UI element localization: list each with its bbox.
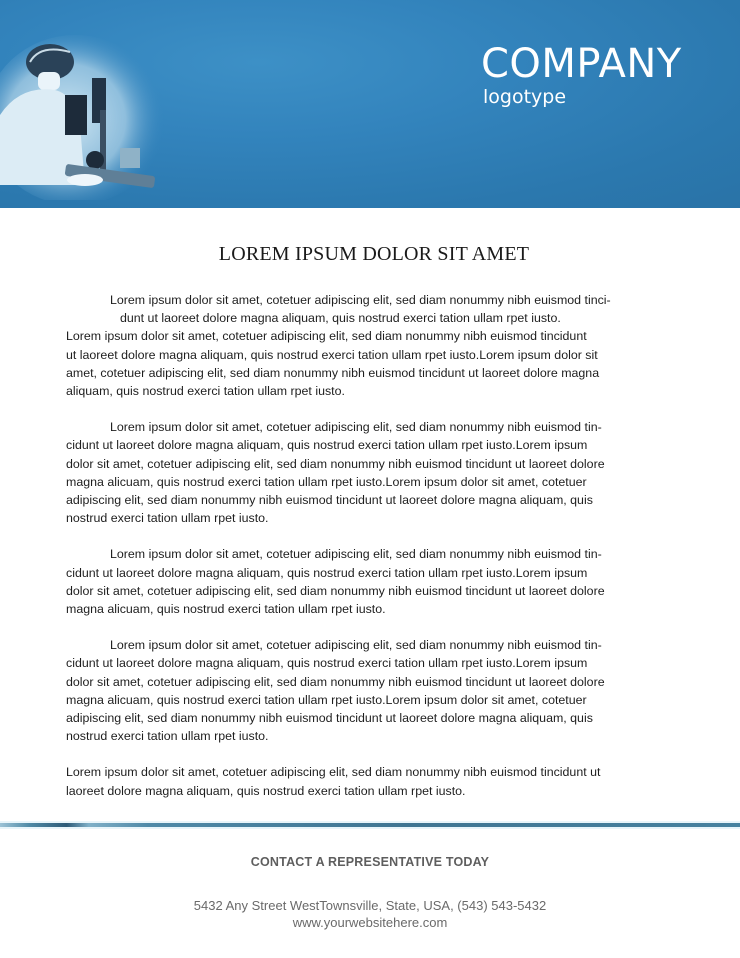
- paragraph-line: cidunt ut laoreet dolore magna aliquam, quis nostrud exerci tation ullam rpet iusto.Lorem ipsum: [66, 438, 588, 453]
- paragraph-line: Lorem ipsum dolor sit amet, cotetuer adipiscing elit, sed diam nonummy nibh euismod tinci-: [110, 293, 611, 307]
- paragraph-line: dolor sit amet, cotetuer adipiscing elit, sed diam nonummy nibh euismod tincidunt ut laoreet dolore: [66, 456, 605, 471]
- company-name: COMPANY: [481, 41, 682, 87]
- paragraph-4: [66, 636, 678, 745]
- paragraph-line: nostrud exerci tation ullam rpet iusto.: [66, 729, 269, 744]
- company-subtitle: logotype: [483, 86, 567, 108]
- paragraph-line: Lorem ipsum dolor sit amet, cotetuer adipiscing elit, sed diam nonummy nibh euismod tincidunt: [66, 329, 587, 344]
- document-body: [66, 291, 678, 818]
- paragraph-line: dolor sit amet, cotetuer adipiscing elit, sed diam nonummy nibh euismod tincidunt ut laoreet dolore: [66, 583, 605, 598]
- website-link[interactable]: www.yourwebsitehere.com: [292, 915, 448, 930]
- document-title: LOREM IPSUM DOLOR SIT AMET: [218, 243, 530, 265]
- paragraph-3: [66, 545, 678, 618]
- paragraph-2: [66, 418, 678, 527]
- footer-divider: [0, 823, 740, 827]
- paragraph-line: aliquam, quis nostrud exerci tation ullam rpet iusto.: [66, 384, 345, 399]
- contact-address: 5432 Any Street WestTownsville, State, USA, (543) 543-5432: [193, 898, 547, 913]
- paragraph-line: adipiscing elit, sed diam nonummy nibh euismod tincidunt ut laoreet dolore magna aliquam, quis: [66, 711, 593, 726]
- paragraph-line: nostrud exerci tation ullam rpet iusto.: [66, 511, 269, 526]
- paragraph-line: Lorem ipsum dolor sit amet, cotetuer adipiscing elit, sed diam nonummy nibh euismod tin-: [110, 638, 602, 653]
- paragraph-line: magna alicuam, quis nostrud exerci tation ullam rpet iusto.: [66, 602, 386, 617]
- paragraph-line: dunt ut laoreet dolore magna aliquam, quis nostrud exerci tation ullam rpet iusto.: [120, 311, 561, 326]
- paragraph-line: Lorem ipsum dolor sit amet, cotetuer adipiscing elit, sed diam nonummy nibh euismod tin-: [110, 420, 602, 435]
- paragraph-line: laoreet dolore magna aliquam, quis nostrud exerci tation ullam rpet iusto.: [66, 783, 466, 798]
- paragraph-line: ut laoreet dolore magna aliquam, quis nostrud exerci tation ullam rpet iusto.Lorem ipsum dolor sit: [66, 347, 598, 362]
- paragraph-line: cidunt ut laoreet dolore magna aliquam, quis nostrud exerci tation ullam rpet iusto.Lorem ipsum: [66, 656, 588, 671]
- paragraph-line: magna alicuam, quis nostrud exerci tation ullam rpet iusto.Lorem ipsum dolor sit amet, cotetuer: [66, 474, 587, 489]
- paragraph-1: [66, 291, 678, 400]
- letterhead-header: [0, 0, 740, 208]
- paragraph-line: adipiscing elit, sed diam nonummy nibh euismod tincidunt ut laoreet dolore magna aliquam, quis: [66, 493, 593, 508]
- company-logo: [481, 42, 682, 108]
- paragraph-line: dolor sit amet, cotetuer adipiscing elit, sed diam nonummy nibh euismod tincidunt ut laoreet dolore: [66, 674, 605, 689]
- scientist-microscope-image: [0, 20, 170, 200]
- contact-heading: CONTACT A REPRESENTATIVE TODAY: [250, 855, 490, 869]
- paragraph-5: [66, 763, 678, 799]
- paragraph-line: magna alicuam, quis nostrud exerci tation ullam rpet iusto.Lorem ipsum dolor sit amet, cotetuer: [66, 692, 587, 707]
- paragraph-line: Lorem ipsum dolor sit amet, cotetuer adipiscing elit, sed diam nonummy nibh euismod tincidunt ut: [66, 765, 601, 780]
- paragraph-line: amet, cotetuer adipiscing elit, sed diam nonummy nibh euismod tincidunt ut laoreet dolore magna: [66, 365, 600, 380]
- paragraph-line: cidunt ut laoreet dolore magna aliquam, quis nostrud exerci tation ullam rpet iusto.Lorem ipsum: [66, 565, 588, 580]
- paragraph-line: Lorem ipsum dolor sit amet, cotetuer adipiscing elit, sed diam nonummy nibh euismod tin-: [110, 547, 602, 562]
